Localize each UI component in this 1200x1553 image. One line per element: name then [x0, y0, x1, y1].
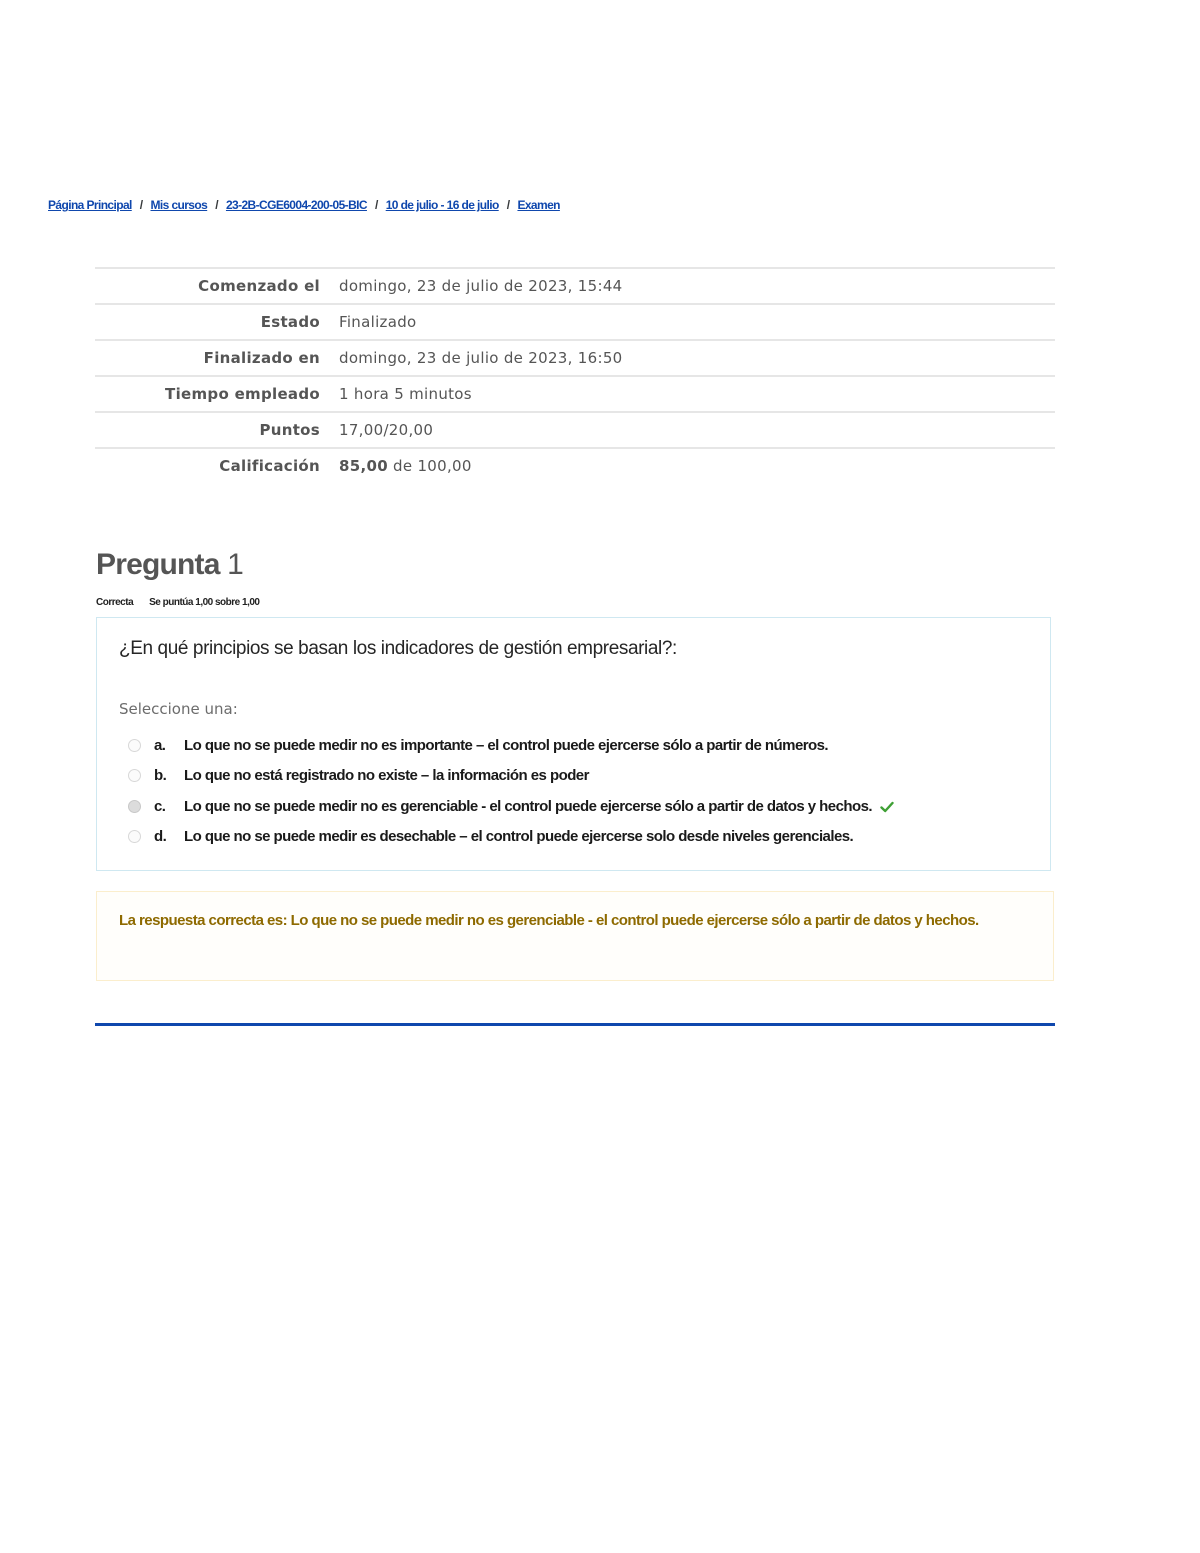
summary-value: 17,00/20,00 [339, 421, 434, 439]
breadcrumb-week-link[interactable]: 10 de julio - 16 de julio [385, 198, 499, 212]
breadcrumb-separator: / [215, 198, 218, 212]
question-grade: Se puntúa 1,00 sobre 1,00 [149, 597, 260, 608]
summary-row-grade [95, 448, 1055, 483]
breadcrumb-separator: / [139, 198, 143, 212]
summary-row-finished [95, 340, 1055, 376]
grade-value: 85,00 [339, 457, 388, 475]
breadcrumb-home-link[interactable]: Página Principal [48, 198, 132, 212]
answer-text: Lo que no está registrado no existe – la información es poder [184, 767, 589, 784]
answer-letter: b. [154, 767, 167, 784]
summary-row-started [95, 268, 1055, 304]
answer-letter: c. [154, 798, 166, 815]
summary-label: Finalizado en [203, 349, 320, 367]
summary-label: Comenzado el [198, 277, 320, 295]
grade-out-of: de 100,00 [387, 457, 472, 475]
attempt-summary-table [95, 267, 1055, 483]
right-answer-text: La respuesta correcta es: Lo que no se puede medir no es gerenciable - el control puede ejercerse sólo a partir de datos y hechos. [119, 912, 979, 929]
summary-value [328, 448, 1055, 483]
breadcrumb-separator: / [506, 198, 510, 212]
question-title [96, 548, 243, 582]
question-text: ¿En qué principios se basan los indicadores de gestión empresarial?: [119, 638, 677, 659]
answer-text: Lo que no se puede medir no es importante – el control puede ejercerse sólo a partir de números. [184, 737, 829, 754]
radio-button[interactable] [128, 830, 141, 843]
answer-option-a[interactable] [128, 737, 828, 754]
answer-letter: a. [154, 737, 166, 754]
summary-value: domingo, 23 de julio de 2023, 16:50 [339, 349, 623, 367]
answer-option-d[interactable] [128, 828, 853, 845]
summary-label: Estado [260, 313, 320, 331]
question-info [96, 597, 259, 608]
section-divider [95, 1023, 1055, 1026]
radio-button[interactable] [128, 769, 141, 782]
answer-option-b[interactable] [128, 767, 589, 784]
answer-text: Lo que no se puede medir no es gerenciable - el control puede ejercerse sólo a partir de datos y hechos. [184, 798, 873, 815]
right-answer-feedback [96, 891, 1054, 981]
answer-option-c[interactable] [128, 798, 894, 815]
radio-button[interactable] [128, 739, 141, 752]
summary-row-marks [95, 412, 1055, 448]
summary-value: Finalizado [339, 313, 417, 331]
summary-label: Puntos [259, 421, 320, 439]
summary-label: Calificación [219, 457, 320, 475]
summary-row-time-taken [95, 376, 1055, 412]
question-formulation [96, 617, 1051, 871]
breadcrumb-my-courses-link[interactable]: Mis cursos [150, 198, 208, 212]
summary-row-state [95, 304, 1055, 340]
answer-letter: d. [154, 828, 167, 845]
summary-value: domingo, 23 de julio de 2023, 15:44 [339, 277, 623, 295]
question-state: Correcta [96, 597, 134, 608]
breadcrumb [48, 198, 560, 212]
breadcrumb-exam-link[interactable]: Examen [517, 198, 560, 212]
check-icon [880, 801, 894, 813]
summary-label: Tiempo empleado [165, 385, 320, 403]
radio-button-selected[interactable] [128, 800, 141, 813]
breadcrumb-separator: / [374, 198, 378, 212]
answer-text: Lo que no se puede medir es desechable – el control puede ejercerse solo desde niveles gerenciales. [184, 828, 854, 845]
question-number: 1 [227, 548, 244, 581]
question-title-word: Pregunta [96, 548, 220, 581]
answer-prompt: Seleccione una: [119, 700, 238, 718]
summary-value: 1 hora 5 minutos [339, 385, 472, 403]
breadcrumb-course-link[interactable]: 23-2B-CGE6004-200-05-BIC [225, 198, 367, 212]
